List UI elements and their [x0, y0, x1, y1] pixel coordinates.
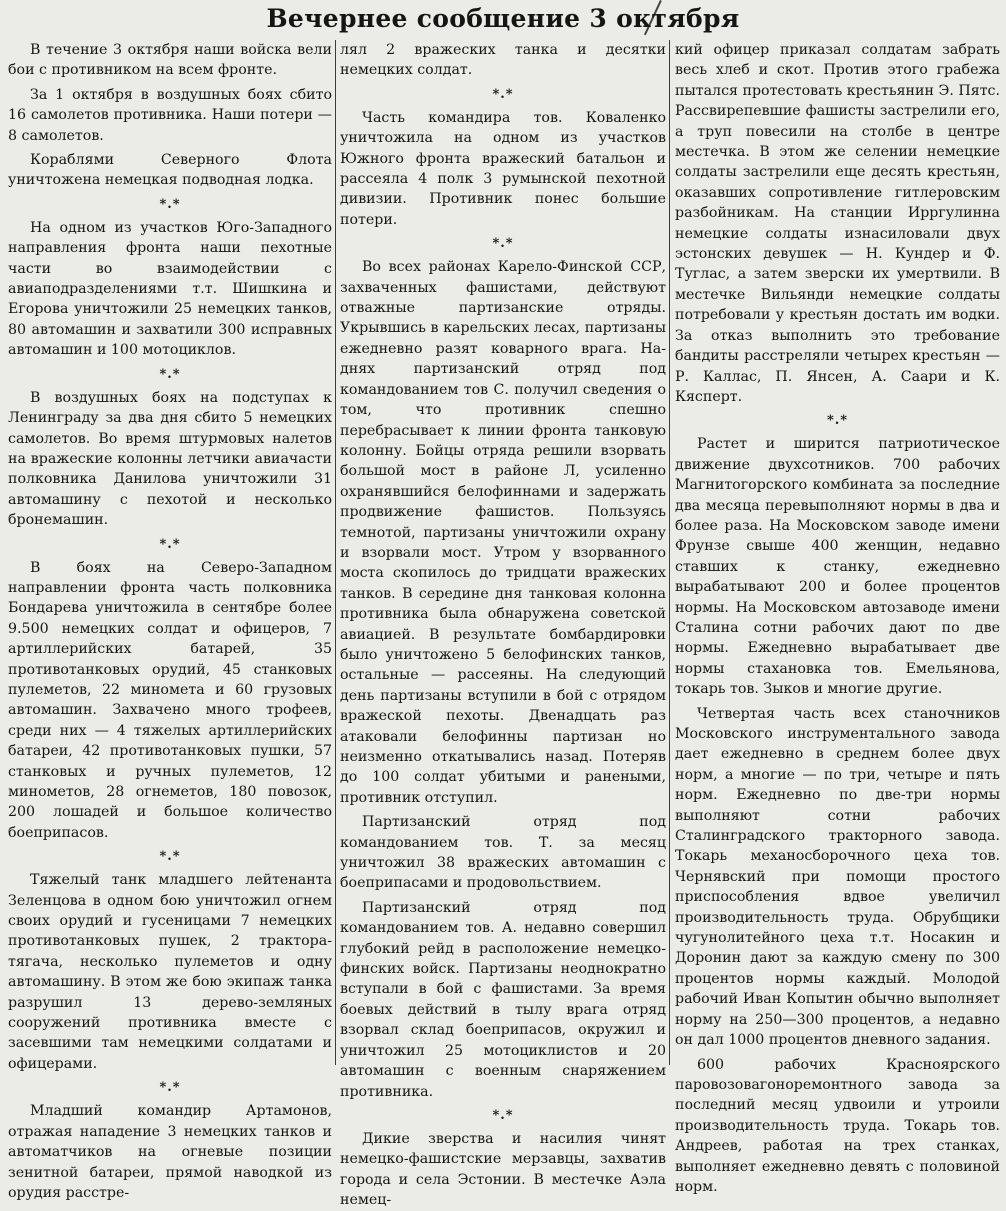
asterism-separator: *.*	[492, 1107, 514, 1123]
paragraph: Во всех районах Карело-Финской ССР, захваченных фашистами, действуют отважные партизанские отряды. Укрывшись в карельских лесах, партизаны ежедневно разят коварного врага. На-днях партизанский отряд под командованием тов С. получил сведения о том, что противник спешно перебрасывает к линии фронта танковую колонну. Бойцы отряда решили взорвать большой мост в районе Л, усиленно охранявшийся белофиннами и задержать продвижение фашистов. Пользуясь темнотой, партизаны уничтожили охрану и взорвали мост. Утром у взорванного моста скопилось до тридцати вражеских танков. В середине дня танковая колонна противника была обнаружена советской авиацией. В результате бомбардировки было уничтожено 5 белофинских танков, остальные — рассеяны. На следующий день партизаны вступили в бой с отрядом вражеской пехоты. Двенадцать раз атаковали белофинны партизан но неизменно откатывались назад. Потеряв до 100 солдат убитыми и ранеными, противник отступил.	[340, 259, 666, 806]
asterism-separator: *.*	[159, 1080, 181, 1096]
paragraph: За 1 октября в воздушных боях сбито 16 самолетов противника. Наши потери — 8 самолетов.	[8, 86, 332, 144]
paragraph: Часть командира тов. Коваленко уничтожила на одном из участков Южного фронта вражеский батальон и рассеяла 4 полк 3 румынской пехотной дивизии. Противник понес большие потери.	[340, 109, 666, 228]
paragraph: Дикие зверства и насилия чинят немецко-фашистские мерзавцы, захватив города и села Эстонии. В местечке Аэла немец-	[340, 1130, 666, 1209]
paragraph-continued: кий офицер приказал солдатам забрать весь хлеб и скот. Против этого грабежа пытался протестовать крестьянин Э. Пятс. Рассвирепевшие фашисты застрелили его, а труп повесили на столбе в центре местечка. В этом же селении немецкие солдаты застрелили еще десять крестьян, оказавших сопротивление гитлеровским разбойникам. На станции Ирргулинна немецкие солдаты изнасиловали двух эстонских девушек — Н. Кундер и Ф. Туглас, а затем зверски их умертвили. В местечке Вильянди немецкие солдаты потребовали у крестьян достать им водки. За отказ выполнить это требование бандиты расстреляли четырех крестьян — Р. Каллас, П. Янсен, А. Саари и К. Кясперт.	[675, 42, 1000, 405]
paragraph: В воздушных боях на подступах к Ленинграду за два дня сбито 5 немецких самолетов. Во время штурмовых налетов на вражеские колонны летчики авиачасти полковника Данилова уничтожили 31 автомашину с пехотой и несколько бронемашин.	[8, 389, 332, 529]
paragraph: На одном из участков Юго-Западного направления фронта наши пехотные части во взаимодействии с авиаподразделениями т.т. Шишкина и Егорова уничтожили 25 немецких танков, 80 автомашин и захватили 300 исправных автомашин и 100 мотоциклов.	[8, 219, 332, 359]
asterism-separator: *.*	[159, 366, 181, 382]
paragraph: Кораблями Северного Флота уничтожена немецкая подводная лодка.	[8, 152, 332, 189]
paragraph: В боях на Северо-Западном направлении фронта часть полковника Бондарева уничтожила в сентябре более 9.500 немецких солдат и офицеров, 7 артиллерийских батарей, 35 противотанковых орудий, 45 станковых пулеметов, 22 миномета и 60 грузовых автомашин. Захвачено много трофеев, среди них — 4 тяжелых артиллерийских батареи, 42 противотанковых пушки, 57 станковых и ручных пулеметов, 12 минометов, 28 огнеметов, 180 повозок, 200 лошадей и большое количество боеприпасов.	[8, 559, 332, 841]
paragraph: Партизанский отряд под командованием тов. Т. за месяц уничтожил 38 вражеских автомашин с боеприпасами и продовольствием.	[340, 814, 666, 892]
column-rule	[669, 40, 670, 1065]
paragraph: Растет и ширится патриотическое движение двухсотников. 700 рабочих Магнитогорского комбината за последние два месяца перевыполняют нормы в два и более раза. На Московском заводе имени Фрунзе свыше 400 женщин, недавно ставших к станку, ежедневно вырабатывают 200 и более процентов нормы. На Московском автозаводе имени Сталина сотни рабочих дают по две нормы. Ежедневно вырабатывает две нормы стахановка тов. Емельянова, токарь тов. Зыков и многие другие.	[675, 436, 1000, 698]
paragraph-continued: лял 2 вражеских танка и десятки немецких солдат.	[340, 42, 666, 79]
paragraph: Тяжелый танк младшего лейтенанта Зеленцова в одном бою уничтожил огнем своих орудий и гусеницами 7 немецких противотанковых пушек, 2 трактора-тягача, несколько пулеметов и одну автомашину. В этом же бою экипаж танка разрушил 13 дерево-земляных сооружений противника вместе с засевшими там немецкими солдатами и офицерами.	[8, 872, 332, 1072]
asterism-separator: *.*	[492, 236, 514, 252]
headline: Вечернее сообщение 3 октября	[266, 4, 740, 33]
paragraph: Четвертая часть всех станочников Московского инструментального завода дает ежедневно в среднем более двух норм, а многие — по три, четыре и пять норм. Ежедневно по две-три нормы выполняют сотни рабочих Сталинградского тракторного завода. Токарь механосборочного цеха тов. Чернявский при помощи простого приспособления вдвое увеличил производительность труда. Обрубщики чугунолитейного цеха т.т. Носакин и Доронин дают за каждую смену по 300 процентов нормы каждый. Молодой рабочий Иван Копытин обычно выполняет норму на 250—300 процентов, а недавно он дал 1000 процентов дневного задания.	[675, 705, 1000, 1049]
asterism-separator: *.*	[159, 196, 181, 212]
paragraph: 600 рабочих Красноярского паровозовагоноремонтного завода за последний месяц удвоили и утроили производительность труда. Токарь тов. Андреев, работая на трех станках, выполняет ежедневно девять с половиной норм.	[675, 1056, 1000, 1195]
asterism-separator: *.*	[159, 849, 181, 865]
column-3	[675, 40, 1000, 1195]
paragraph: Партизанский отряд под командованием тов. А. недавно совершил глубокий рейд в расположение немецко-финских войск. Партизаны неоднократно вступали в бой с фашистами. За время боевых действий в тылу врага отряд взорвал склад боеприпасов, окружил и уничтожил 25 мотоциклистов и 20 автомашин с военным снаряжением противника.	[340, 899, 666, 1100]
paragraph: Младший командир Артамонов, отражая нападение 3 немецких танков и автоматчиков на огневые позиции зенитной батареи, прямой наводкой из орудия расстре-	[8, 1103, 332, 1201]
column-rule	[335, 40, 336, 1065]
column-1	[8, 40, 332, 1201]
asterism-separator: *.*	[492, 86, 514, 102]
paragraph: В течение 3 октября наши войска вели бои с противником на всем фронте.	[8, 42, 332, 79]
asterism-separator: *.*	[826, 413, 849, 429]
column-2	[340, 40, 666, 1209]
asterism-separator: *.*	[159, 536, 181, 552]
